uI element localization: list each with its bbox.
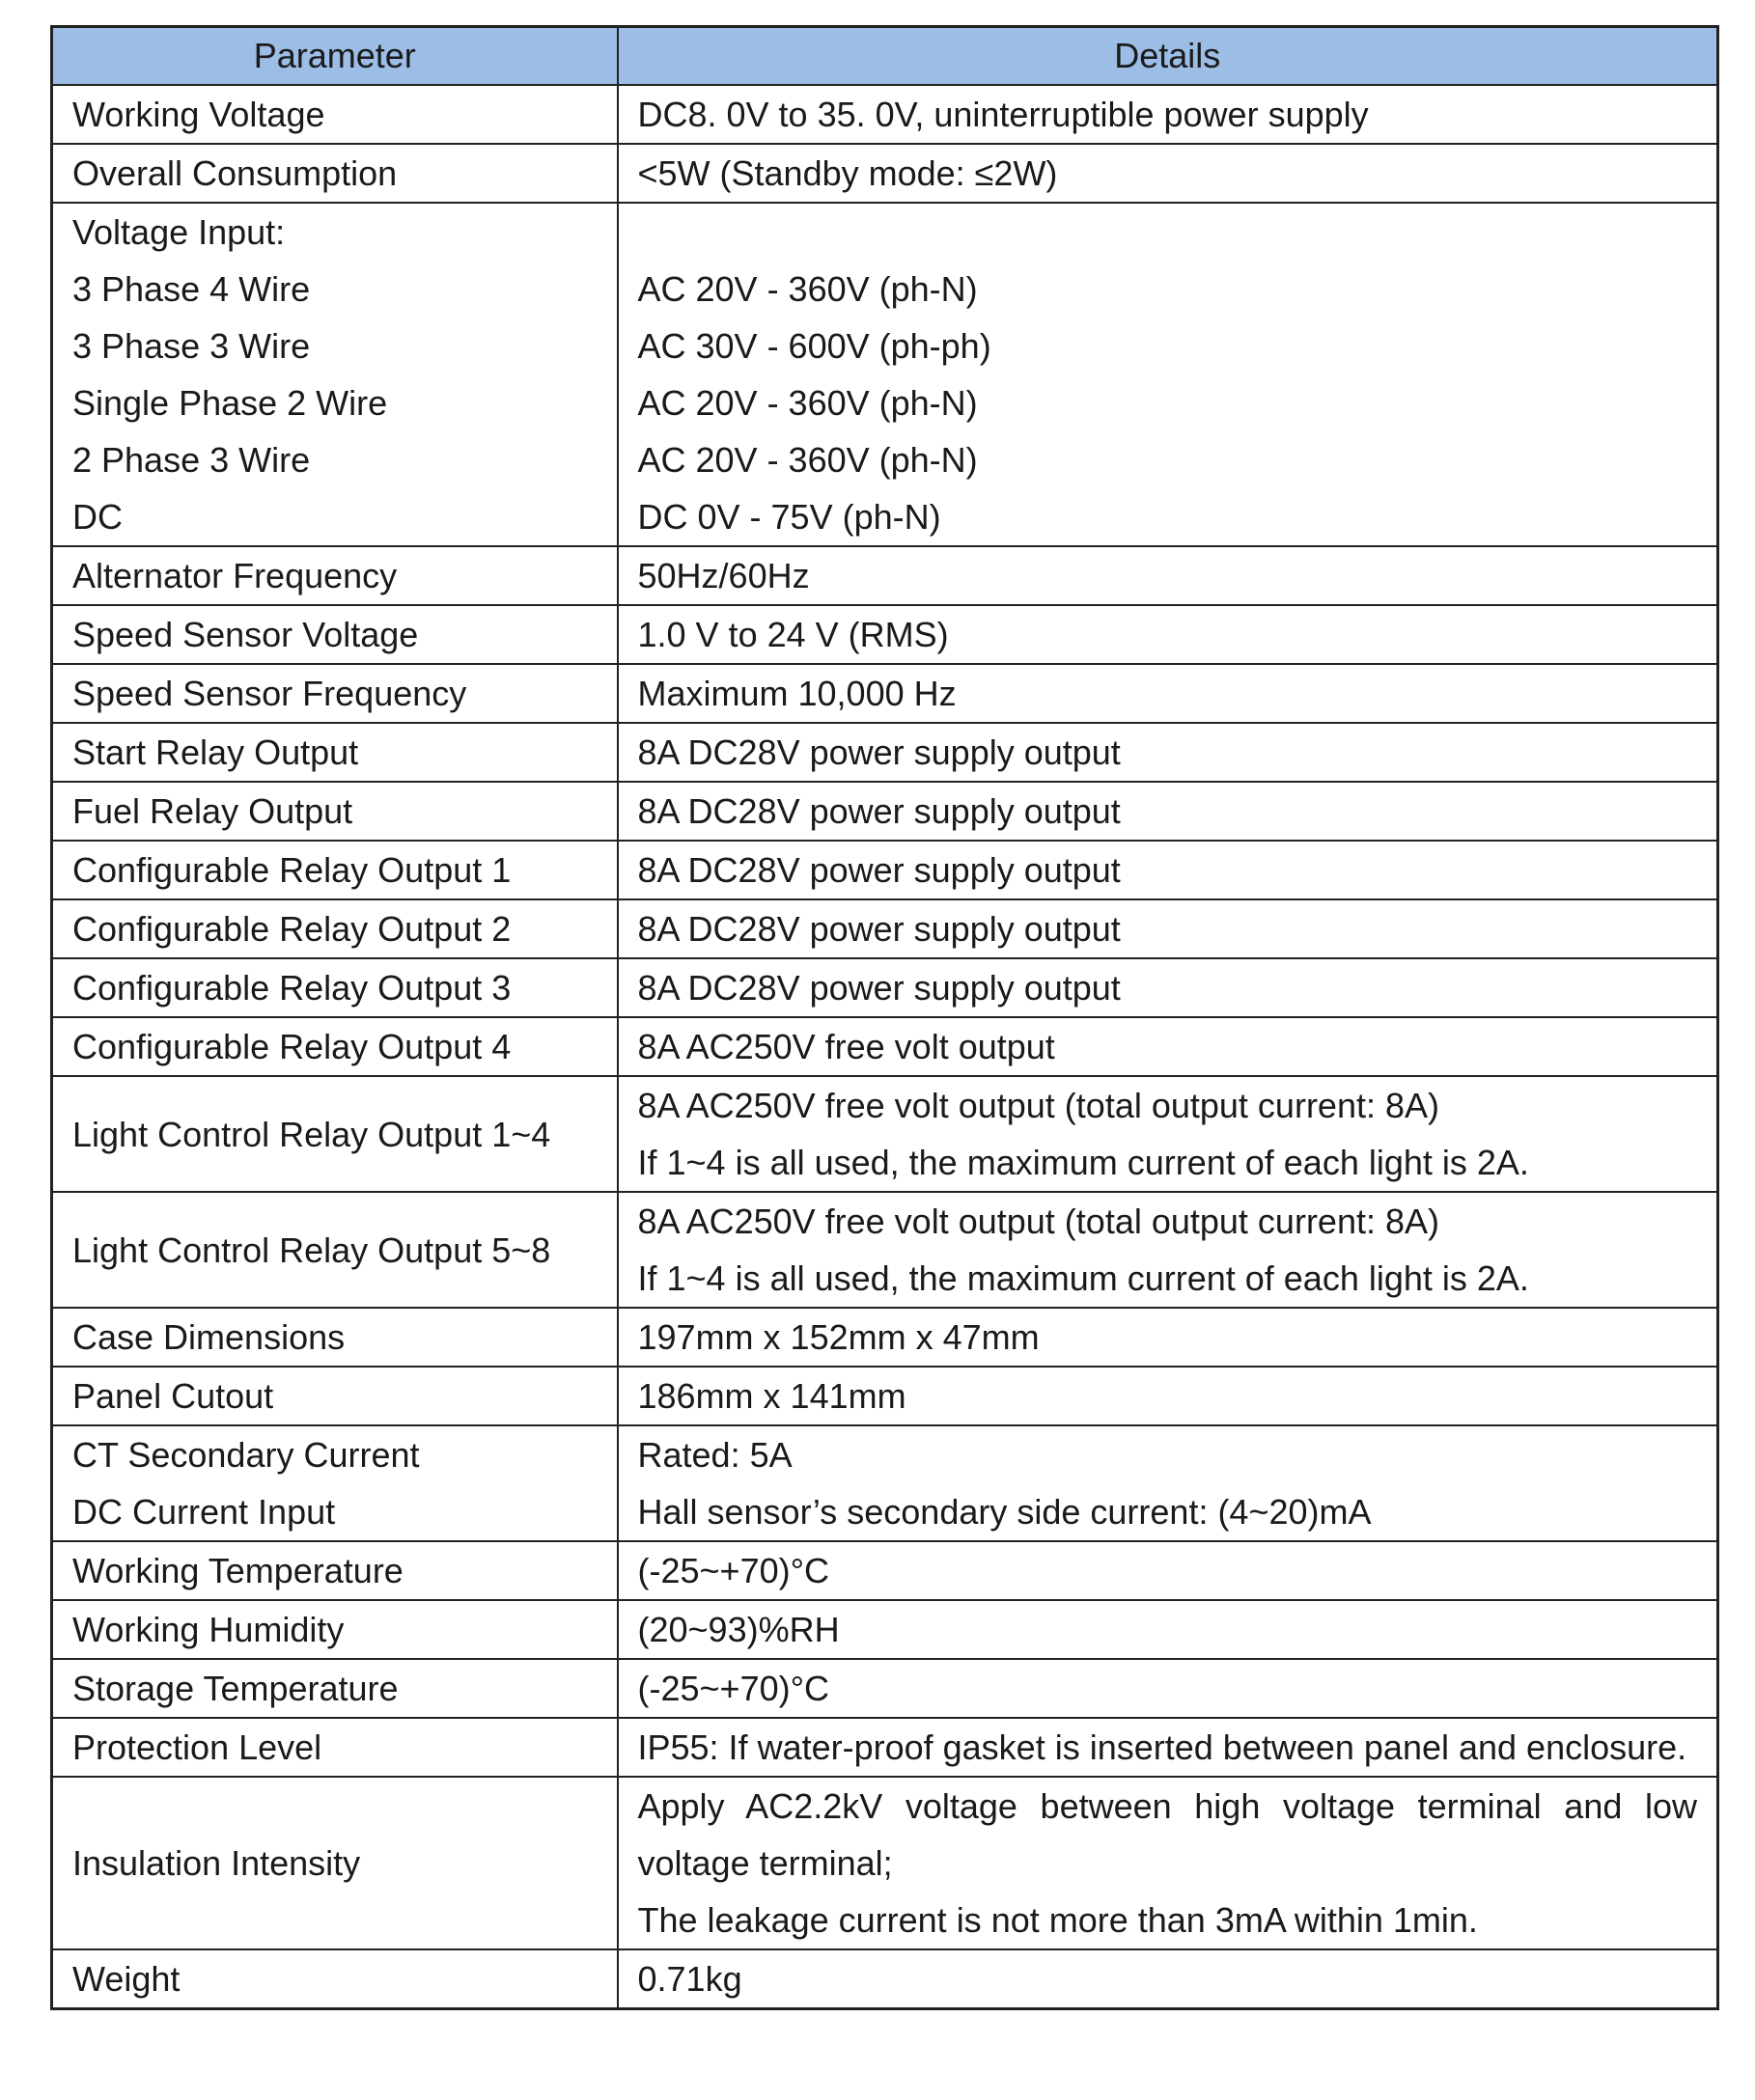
parameter-cell — [52, 841, 618, 899]
table-row — [52, 1659, 1718, 1718]
table-row — [52, 782, 1718, 841]
details-cell — [618, 958, 1718, 1017]
details-cell — [618, 1600, 1718, 1659]
table-row — [52, 144, 1718, 203]
details-value: <5W (Standby mode: ≤2W) — [637, 153, 1058, 193]
parameter-label: CT Secondary Current — [72, 1435, 420, 1475]
details-cell — [618, 1192, 1718, 1308]
details-cell — [618, 85, 1718, 144]
parameter-label: Speed Sensor Frequency — [72, 674, 467, 713]
table-row — [52, 605, 1718, 664]
details-value: 8A AC250V free volt output (total output current: 8A) — [637, 1202, 1439, 1241]
details-value: 0.71kg — [637, 1959, 742, 1999]
details-value: Hall sensor’s secondary side current: (4~20)mA — [637, 1492, 1372, 1532]
details-value: 197mm x 152mm x 47mm — [637, 1317, 1040, 1357]
parameter-cell — [52, 1600, 618, 1659]
parameter-label: Weight — [72, 1959, 181, 1999]
details-value: (-25~+70)°C — [637, 1551, 829, 1590]
table-row — [52, 664, 1718, 723]
parameter-cell — [52, 203, 618, 546]
table-row — [52, 1718, 1718, 1777]
details-cell — [618, 1076, 1718, 1192]
parameter-cell — [52, 1718, 618, 1777]
table-row — [52, 958, 1718, 1017]
details-value: (20~93)%RH — [637, 1610, 840, 1649]
parameter-cell — [52, 1425, 618, 1541]
parameter-label: 3 Phase 4 Wire — [72, 269, 311, 309]
details-value: If 1~4 is all used, the maximum current of each light is 2A. — [637, 1143, 1529, 1182]
details-value — [638, 204, 1698, 261]
parameter-label: DC — [72, 497, 123, 537]
details-value: AC 20V - 360V (ph-N) — [637, 269, 978, 309]
details-cell — [618, 1718, 1718, 1777]
parameter-label: Insulation Intensity — [72, 1843, 361, 1883]
details-cell — [618, 782, 1718, 841]
details-cell — [618, 1425, 1718, 1541]
parameter-cell — [52, 1308, 618, 1367]
details-cell — [618, 723, 1718, 782]
table-row — [52, 1017, 1718, 1076]
parameter-label: Speed Sensor Voltage — [72, 615, 419, 654]
header-parameter: Parameter — [52, 27, 618, 86]
details-value: Rated: 5A — [637, 1435, 793, 1475]
parameter-cell — [52, 1017, 618, 1076]
parameter-label: Working Humidity — [72, 1610, 345, 1649]
details-value: The leakage current is not more than 3mA within 1min. — [637, 1900, 1478, 1940]
table-row — [52, 1600, 1718, 1659]
details-value: 8A DC28V power supply output — [637, 909, 1121, 949]
table-row — [52, 1076, 1718, 1192]
details-cell — [618, 664, 1718, 723]
details-value: AC 30V - 600V (ph-ph) — [637, 326, 991, 366]
details-cell — [618, 1308, 1718, 1367]
parameter-label: Panel Cutout — [72, 1376, 274, 1416]
header-details: Details — [618, 27, 1718, 86]
details-cell — [618, 1777, 1718, 1949]
details-cell — [618, 144, 1718, 203]
parameter-label: Start Relay Output — [72, 732, 359, 772]
details-value: 186mm x 141mm — [637, 1376, 906, 1416]
parameter-cell — [52, 664, 618, 723]
parameter-label: Overall Consumption — [72, 153, 398, 193]
spec-table — [50, 25, 1719, 2010]
details-cell — [618, 546, 1718, 605]
details-value: 8A DC28V power supply output — [637, 968, 1121, 1008]
table-body — [52, 85, 1718, 2009]
parameter-label: Configurable Relay Output 3 — [72, 968, 512, 1008]
parameter-label: 2 Phase 3 Wire — [72, 440, 311, 480]
parameter-cell — [52, 899, 618, 958]
parameter-label: Configurable Relay Output 1 — [72, 850, 512, 890]
details-value: 50Hz/60Hz — [637, 556, 810, 595]
parameter-label: Alternator Frequency — [72, 556, 398, 595]
table-row — [52, 899, 1718, 958]
table-row — [52, 1425, 1718, 1541]
details-value: DC8. 0V to 35. 0V, uninterruptible power supply — [637, 95, 1369, 134]
table-row — [52, 1367, 1718, 1425]
details-cell — [618, 1659, 1718, 1718]
table-row — [52, 1777, 1718, 1949]
parameter-cell — [52, 1659, 618, 1718]
details-value: 8A DC28V power supply output — [637, 850, 1121, 890]
parameter-cell — [52, 1192, 618, 1308]
details-value: (-25~+70)°C — [637, 1669, 829, 1708]
details-value: DC 0V - 75V (ph-N) — [637, 497, 941, 537]
table-row — [52, 723, 1718, 782]
details-value: Apply AC2.2kV voltage between high voltage terminal and low voltage terminal; — [637, 1786, 1697, 1883]
parameter-cell — [52, 1541, 618, 1600]
header-row — [52, 27, 1718, 86]
parameter-cell — [52, 85, 618, 144]
details-cell — [618, 1541, 1718, 1600]
details-value: AC 20V - 360V (ph-N) — [637, 440, 978, 480]
parameter-label: Configurable Relay Output 4 — [72, 1027, 512, 1066]
details-value: 8A DC28V power supply output — [637, 791, 1121, 831]
details-value: AC 20V - 360V (ph-N) — [637, 383, 978, 423]
parameter-cell — [52, 1076, 618, 1192]
details-cell — [618, 203, 1718, 546]
parameter-label: Working Voltage — [72, 95, 325, 134]
details-value: If 1~4 is all used, the maximum current of each light is 2A. — [637, 1258, 1529, 1298]
details-cell — [618, 605, 1718, 664]
details-value: 8A DC28V power supply output — [637, 732, 1121, 772]
details-cell — [618, 899, 1718, 958]
parameter-cell — [52, 723, 618, 782]
parameter-cell — [52, 958, 618, 1017]
parameter-label: Configurable Relay Output 2 — [72, 909, 512, 949]
details-value: 1.0 V to 24 V (RMS) — [637, 615, 949, 654]
table-row — [52, 1541, 1718, 1600]
table-row — [52, 1192, 1718, 1308]
details-cell — [618, 1949, 1718, 2009]
parameter-cell — [52, 605, 618, 664]
details-cell — [618, 1367, 1718, 1425]
parameter-label: Working Temperature — [72, 1551, 404, 1590]
details-value: 8A AC250V free volt output — [637, 1027, 1055, 1066]
parameter-label: Fuel Relay Output — [72, 791, 353, 831]
parameter-label: 3 Phase 3 Wire — [72, 326, 311, 366]
parameter-cell — [52, 1949, 618, 2009]
parameter-cell — [52, 1367, 618, 1425]
details-value: IP55: If water-proof gasket is inserted between panel and enclosure. — [637, 1727, 1687, 1767]
parameter-label: Light Control Relay Output 5~8 — [72, 1230, 551, 1270]
parameter-label: Protection Level — [72, 1727, 322, 1767]
details-cell — [618, 1017, 1718, 1076]
parameter-cell — [52, 546, 618, 605]
parameter-cell — [52, 144, 618, 203]
parameter-cell — [52, 782, 618, 841]
table-row — [52, 203, 1718, 546]
table-row — [52, 85, 1718, 144]
table-row — [52, 841, 1718, 899]
parameter-label: Single Phase 2 Wire — [72, 383, 388, 423]
parameter-label: DC Current Input — [72, 1492, 336, 1532]
details-value: 8A AC250V free volt output (total output current: 8A) — [637, 1086, 1439, 1125]
parameter-label: Light Control Relay Output 1~4 — [72, 1114, 551, 1154]
parameter-label: Storage Temperature — [72, 1669, 399, 1708]
details-cell — [618, 841, 1718, 899]
table-row — [52, 1308, 1718, 1367]
table-row — [52, 1949, 1718, 2009]
details-value: Maximum 10,000 Hz — [637, 674, 957, 713]
parameter-cell — [52, 1777, 618, 1949]
parameter-label: Case Dimensions — [72, 1317, 346, 1357]
table-row — [52, 546, 1718, 605]
parameter-label: Voltage Input: — [72, 212, 286, 252]
